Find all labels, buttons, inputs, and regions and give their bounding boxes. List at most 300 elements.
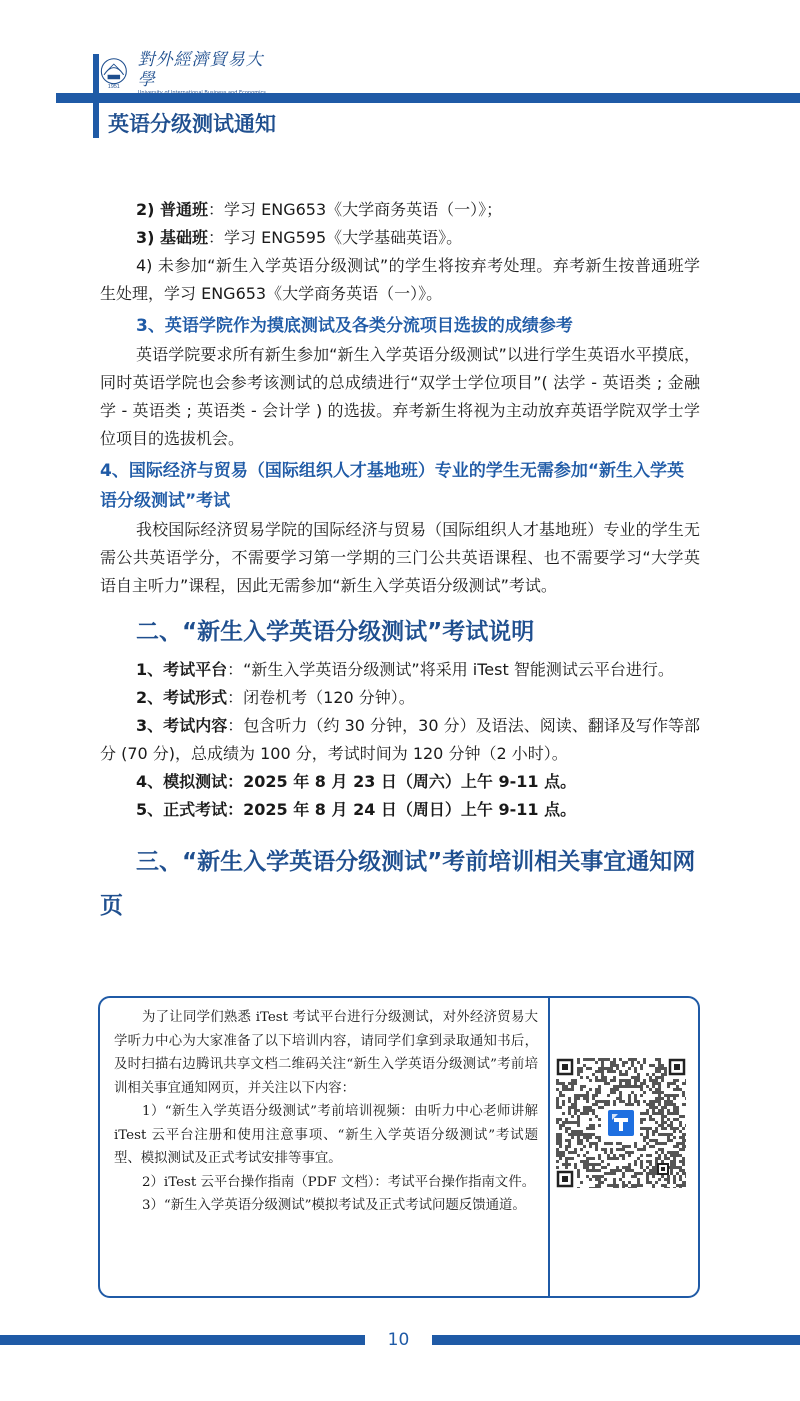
qr-module	[580, 1076, 583, 1079]
qr-module	[565, 1157, 568, 1160]
page-number: 10	[387, 1330, 410, 1350]
qr-module	[601, 1070, 604, 1073]
qr-module	[604, 1076, 607, 1079]
qr-module	[625, 1145, 628, 1148]
qr-module	[640, 1067, 643, 1070]
exam-item-2-label: 2、考试形式	[136, 688, 228, 707]
qr-module	[625, 1079, 628, 1082]
qr-module	[664, 1142, 667, 1145]
qr-module	[676, 1118, 679, 1121]
qr-module	[598, 1181, 601, 1184]
qr-code-icon[interactable]	[556, 1058, 686, 1188]
qr-module	[631, 1151, 634, 1154]
qr-module	[565, 1127, 568, 1130]
qr-module	[598, 1157, 601, 1160]
qr-module	[616, 1184, 619, 1187]
qr-module	[646, 1175, 649, 1178]
qr-module	[607, 1067, 610, 1070]
qr-module	[622, 1100, 625, 1103]
qr-module	[667, 1118, 670, 1121]
qr-module	[679, 1187, 682, 1188]
qr-module	[664, 1115, 667, 1118]
qr-module	[565, 1139, 568, 1142]
qr-module	[646, 1154, 649, 1157]
qr-module	[610, 1091, 613, 1094]
qr-module	[610, 1070, 613, 1073]
qr-module	[640, 1064, 643, 1067]
qr-module	[619, 1079, 622, 1082]
qr-module	[574, 1163, 577, 1166]
qr-module	[586, 1133, 589, 1136]
exam-item-1	[100, 656, 700, 684]
qr-module	[556, 1151, 559, 1154]
qr-module	[607, 1094, 610, 1097]
qr-module	[595, 1061, 598, 1064]
qr-module	[586, 1160, 589, 1163]
qr-module	[583, 1094, 586, 1097]
qr-module	[604, 1100, 607, 1103]
qr-module	[634, 1163, 637, 1166]
qr-module	[577, 1118, 580, 1121]
qr-module	[640, 1172, 643, 1175]
qr-module	[631, 1085, 634, 1088]
qr-module	[586, 1076, 589, 1079]
qr-module	[682, 1184, 685, 1187]
qr-module	[589, 1163, 592, 1166]
qr-module	[655, 1082, 658, 1085]
qr-module	[652, 1175, 655, 1178]
qr-module	[589, 1187, 592, 1188]
qr-module	[640, 1154, 643, 1157]
qr-module	[670, 1133, 673, 1136]
qr-module	[610, 1151, 613, 1154]
qr-module	[607, 1103, 610, 1106]
qr-module	[595, 1148, 598, 1151]
qr-module	[631, 1187, 634, 1188]
qr-module	[604, 1103, 607, 1106]
qr-module	[556, 1118, 559, 1121]
qr-module	[559, 1124, 562, 1127]
qr-module	[601, 1100, 604, 1103]
qr-module	[622, 1166, 625, 1169]
qr-module	[559, 1157, 562, 1160]
qr-module	[628, 1085, 631, 1088]
qr-module	[619, 1142, 622, 1145]
qr-module	[622, 1172, 625, 1175]
qr-module	[667, 1124, 670, 1127]
qr-module	[568, 1151, 571, 1154]
qr-module	[613, 1088, 616, 1091]
qr-module	[595, 1100, 598, 1103]
qr-module	[562, 1121, 565, 1124]
qr-module	[658, 1067, 661, 1070]
qr-module	[685, 1145, 686, 1148]
qr-module	[628, 1181, 631, 1184]
qr-module	[601, 1148, 604, 1151]
qr-module	[607, 1154, 610, 1157]
qr-module	[673, 1145, 676, 1148]
qr-module	[658, 1100, 661, 1103]
qr-module	[658, 1109, 661, 1112]
qr-module	[667, 1097, 670, 1100]
header-horizontal-bar	[56, 93, 800, 103]
qr-module	[622, 1064, 625, 1067]
qr-module	[667, 1112, 670, 1115]
qr-module	[667, 1175, 670, 1178]
qr-module	[559, 1133, 562, 1136]
qr-module	[622, 1073, 625, 1076]
emblem-year: 1951	[107, 84, 120, 91]
qr-module	[664, 1103, 667, 1106]
qr-module	[604, 1166, 607, 1169]
qr-module	[556, 1097, 559, 1100]
qr-module	[670, 1160, 673, 1163]
qr-module	[637, 1085, 640, 1088]
qr-module	[667, 1181, 670, 1184]
qr-module	[631, 1058, 634, 1061]
qr-module	[592, 1094, 595, 1097]
qr-module	[625, 1082, 628, 1085]
qr-module	[586, 1097, 589, 1100]
qr-module	[655, 1088, 658, 1091]
tencent-docs-logo-icon	[605, 1107, 637, 1139]
qr-module	[670, 1151, 673, 1154]
qr-module	[643, 1100, 646, 1103]
qr-module	[682, 1103, 685, 1106]
qr-module	[577, 1130, 580, 1133]
qr-module	[589, 1109, 592, 1112]
qr-module	[649, 1163, 652, 1166]
qr-module	[685, 1172, 686, 1175]
qr-module	[562, 1163, 565, 1166]
qr-module	[616, 1148, 619, 1151]
qr-module	[652, 1103, 655, 1106]
qr-module	[610, 1169, 613, 1172]
qr-module	[586, 1157, 589, 1160]
qr-module	[658, 1088, 661, 1091]
qr-module	[670, 1124, 673, 1127]
qr-module	[652, 1145, 655, 1148]
qr-module	[676, 1088, 679, 1091]
qr-module	[556, 1136, 559, 1139]
qr-module	[622, 1085, 625, 1088]
qr-module	[652, 1082, 655, 1085]
qr-module	[583, 1136, 586, 1139]
qr-module	[577, 1175, 580, 1178]
qr-module	[673, 1118, 676, 1121]
qr-module	[685, 1181, 686, 1184]
qr-module	[643, 1079, 646, 1082]
qr-module	[661, 1067, 664, 1070]
qr-module	[673, 1160, 676, 1163]
qr-module	[667, 1187, 670, 1188]
qr-module	[646, 1172, 649, 1175]
qr-module	[670, 1139, 673, 1142]
qr-module	[673, 1079, 676, 1082]
qr-module	[649, 1154, 652, 1157]
university-emblem-icon	[96, 53, 132, 93]
qr-module	[598, 1070, 601, 1073]
qr-module	[670, 1112, 673, 1115]
main-content	[100, 196, 700, 928]
qr-module	[556, 1139, 559, 1142]
qr-module	[634, 1079, 637, 1082]
qr-module	[655, 1091, 658, 1094]
qr-module	[679, 1121, 682, 1124]
qr-module	[556, 1079, 559, 1082]
qr-module	[667, 1151, 670, 1154]
qr-module	[598, 1175, 601, 1178]
qr-module	[646, 1142, 649, 1145]
qr-module	[649, 1118, 652, 1121]
qr-module	[592, 1169, 595, 1172]
qr-module	[634, 1070, 637, 1073]
qr-module	[568, 1145, 571, 1148]
qr-module	[592, 1163, 595, 1166]
exam-item-3-label: 3、考试内容	[136, 716, 228, 735]
qr-module	[652, 1112, 655, 1115]
qr-module	[673, 1127, 676, 1130]
qr-module	[649, 1160, 652, 1163]
qr-module	[673, 1166, 676, 1169]
section-title: 英语分级测试通知	[108, 112, 276, 136]
qr-module	[658, 1148, 661, 1151]
qr-module	[622, 1181, 625, 1184]
qr-module	[610, 1064, 613, 1067]
qr-module	[607, 1163, 610, 1166]
qr-module	[619, 1169, 622, 1172]
qr-module	[625, 1151, 628, 1154]
qr-module	[556, 1154, 559, 1157]
qr-module	[577, 1124, 580, 1127]
qr-module	[682, 1163, 685, 1166]
qr-module	[580, 1070, 583, 1073]
class-item-2	[100, 196, 700, 224]
qr-module	[667, 1139, 670, 1142]
qr-module	[682, 1142, 685, 1145]
qr-module	[568, 1121, 571, 1124]
qr-module	[667, 1133, 670, 1136]
qr-module	[646, 1178, 649, 1181]
qr-module	[571, 1130, 574, 1133]
qr-module	[622, 1154, 625, 1157]
qr-module	[616, 1166, 619, 1169]
qr-module	[580, 1142, 583, 1145]
qr-module	[634, 1184, 637, 1187]
qr-module	[574, 1166, 577, 1169]
qr-module	[604, 1148, 607, 1151]
qr-module	[568, 1163, 571, 1166]
qr-module	[577, 1139, 580, 1142]
qr-module	[583, 1154, 586, 1157]
notice-item-2: 2）iTest 云平台操作指南（PDF 文档）：考试平台操作指南文件。	[142, 1174, 536, 1190]
qr-module	[622, 1061, 625, 1064]
qr-module	[604, 1142, 607, 1145]
qr-module	[658, 1085, 661, 1088]
university-name-cn: 對外經濟貿易大學	[137, 49, 264, 90]
qr-module	[577, 1169, 580, 1172]
qr-module	[682, 1157, 685, 1160]
qr-module	[667, 1085, 670, 1088]
qr-module	[679, 1130, 682, 1133]
qr-module	[577, 1058, 580, 1061]
qr-module	[652, 1079, 655, 1082]
qr-module	[586, 1127, 589, 1130]
qr-module	[655, 1097, 658, 1100]
qr-module	[613, 1187, 616, 1188]
qr-module	[658, 1097, 661, 1100]
qr-module	[577, 1187, 580, 1188]
qr-module	[631, 1103, 634, 1106]
qr-module	[658, 1112, 661, 1115]
qr-module	[586, 1166, 589, 1169]
qr-module	[598, 1184, 601, 1187]
class-item-3	[100, 224, 700, 252]
qr-module	[601, 1067, 604, 1070]
qr-module	[559, 1091, 562, 1094]
qr-module	[631, 1184, 634, 1187]
qr-module	[634, 1076, 637, 1079]
qr-module	[667, 1082, 670, 1085]
qr-module	[601, 1175, 604, 1178]
qr-module	[661, 1127, 664, 1130]
qr-module	[628, 1187, 631, 1188]
qr-module	[574, 1112, 577, 1115]
qr-module	[598, 1169, 601, 1172]
class-item-2-label: 2) 普通班	[136, 200, 209, 219]
qr-module	[667, 1109, 670, 1112]
qr-module	[664, 1133, 667, 1136]
qr-module	[556, 1100, 559, 1103]
qr-module	[610, 1142, 613, 1145]
qr-module	[646, 1073, 649, 1076]
qr-module	[571, 1133, 574, 1136]
qr-module	[652, 1169, 655, 1172]
qr-module	[667, 1178, 670, 1181]
qr-module	[601, 1181, 604, 1184]
qr-module	[571, 1115, 574, 1118]
qr-module	[580, 1130, 583, 1133]
qr-module	[601, 1064, 604, 1067]
qr-module	[589, 1106, 592, 1109]
qr-module	[634, 1175, 637, 1178]
qr-module	[607, 1058, 610, 1061]
qr-module	[625, 1085, 628, 1088]
qr-module	[670, 1163, 673, 1166]
qr-module	[622, 1079, 625, 1082]
qr-module	[613, 1103, 616, 1106]
qr-module	[598, 1085, 601, 1088]
qr-module	[634, 1094, 637, 1097]
qr-module	[595, 1136, 598, 1139]
qr-module	[613, 1169, 616, 1172]
qr-module	[661, 1175, 664, 1178]
qr-module	[679, 1115, 682, 1118]
qr-module	[586, 1091, 589, 1094]
qr-module	[646, 1136, 649, 1139]
qr-module	[685, 1184, 686, 1187]
qr-module	[676, 1094, 679, 1097]
qr-module	[634, 1085, 637, 1088]
qr-module	[571, 1106, 574, 1109]
qr-module	[625, 1103, 628, 1106]
qr-module	[682, 1139, 685, 1142]
qr-module	[592, 1187, 595, 1188]
qr-module	[565, 1160, 568, 1163]
qr-module	[637, 1103, 640, 1106]
qr-module	[595, 1169, 598, 1172]
qr-module	[580, 1085, 583, 1088]
qr-module	[589, 1058, 592, 1061]
qr-module	[598, 1067, 601, 1070]
qr-finder-small	[658, 1164, 668, 1174]
qr-module	[634, 1187, 637, 1188]
qr-module	[640, 1133, 643, 1136]
qr-code[interactable]	[556, 1058, 686, 1188]
qr-module	[670, 1127, 673, 1130]
qr-module	[616, 1097, 619, 1100]
qr-module	[580, 1094, 583, 1097]
qr-module	[613, 1058, 616, 1061]
qr-module	[556, 1121, 559, 1124]
qr-module	[685, 1124, 686, 1127]
qr-module	[685, 1139, 686, 1142]
qr-module	[643, 1169, 646, 1172]
qr-module	[664, 1100, 667, 1103]
qr-module	[643, 1112, 646, 1115]
qr-module	[652, 1133, 655, 1136]
qr-module	[577, 1142, 580, 1145]
qr-module	[589, 1133, 592, 1136]
qr-module	[571, 1085, 574, 1088]
qr-module	[583, 1112, 586, 1115]
qr-module	[658, 1070, 661, 1073]
qr-module	[595, 1079, 598, 1082]
qr-module	[613, 1076, 616, 1079]
qr-module	[613, 1154, 616, 1157]
qr-module	[616, 1067, 619, 1070]
qr-module	[586, 1112, 589, 1115]
qr-module	[568, 1097, 571, 1100]
qr-module	[589, 1136, 592, 1139]
qr-module	[592, 1142, 595, 1145]
qr-module	[655, 1079, 658, 1082]
qr-module	[568, 1106, 571, 1109]
qr-module	[679, 1160, 682, 1163]
qr-module	[682, 1115, 685, 1118]
qr-module	[658, 1178, 661, 1181]
qr-module	[658, 1154, 661, 1157]
qr-module	[637, 1061, 640, 1064]
qr-module	[559, 1139, 562, 1142]
qr-module	[568, 1082, 571, 1085]
qr-module	[643, 1058, 646, 1061]
qr-module	[613, 1181, 616, 1184]
qr-module	[658, 1124, 661, 1127]
qr-module	[667, 1157, 670, 1160]
qr-module	[586, 1094, 589, 1097]
qr-module	[598, 1118, 601, 1121]
qr-module	[634, 1082, 637, 1085]
qr-module	[682, 1181, 685, 1184]
qr-module	[589, 1169, 592, 1172]
qr-module	[613, 1061, 616, 1064]
qr-module	[682, 1094, 685, 1097]
qr-module	[646, 1085, 649, 1088]
qr-module	[628, 1094, 631, 1097]
qr-module	[634, 1067, 637, 1070]
qr-module	[661, 1106, 664, 1109]
